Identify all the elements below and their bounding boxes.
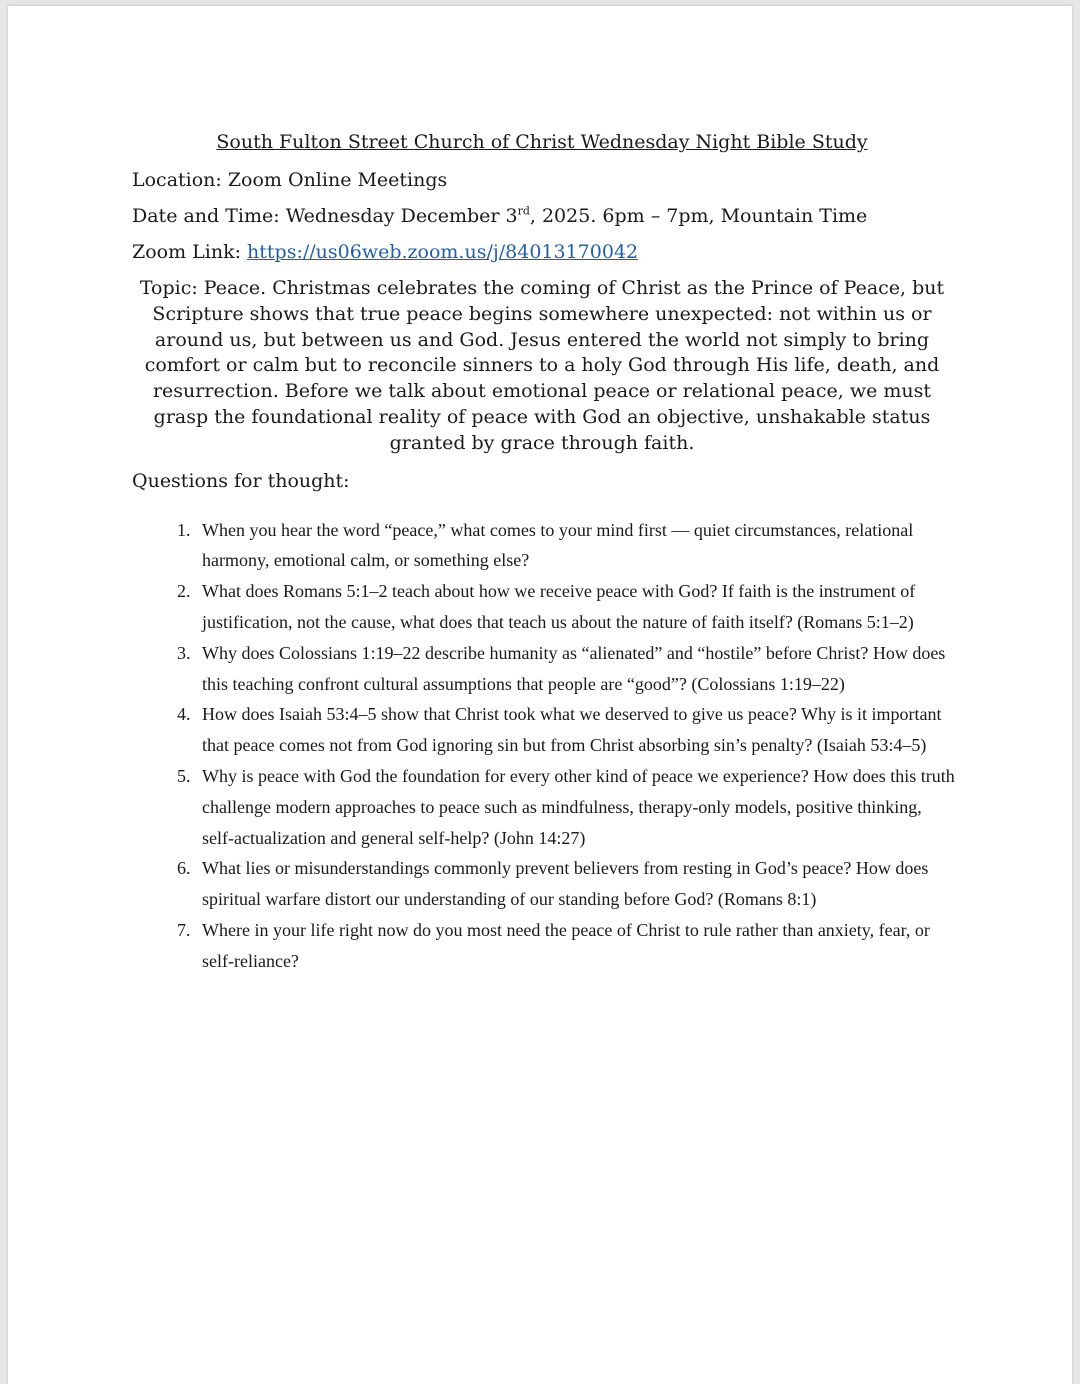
question-item: 2. What does Romans 5:1–2 teach about how we receive peace with God? If faith is the instrument of justification, not the cause, what does that teach us about the nature of faith itself? (Romans 5:1–2) (195, 576, 955, 638)
document-page (8, 6, 1072, 1384)
questions-list (132, 515, 955, 977)
question-item: 6. What lies or misunderstandings commonly prevent believers from resting in God’s peace? How does spiritual warfare distort our understanding of our standing before God? (Romans 8:1) (195, 853, 955, 915)
date-time-suffix: , 2025. 6pm – 7pm, Mountain Time (529, 205, 868, 227)
location-line: Location: Zoom Online Meetings (132, 169, 448, 191)
document-title: South Fulton Street Church of Christ Wednesday Night Bible Study (216, 131, 868, 153)
topic-paragraph: Topic: Peace. Christmas celebrates the coming of Christ as the Prince of Peace, but Scripture shows that true peace begins somewhere unexpected: not within us or around us, but between us and God. Jesus entered the world not simply to bring comfort or calm but to reconcile sinners to a holy God through His life, death, and resurrection. Before we talk about emotional peace or relational peace, we must grasp the foundational reality of peace with God an objective, unshakable status granted by grace through faith. (139, 277, 945, 454)
question-item: 1. When you hear the word “peace,” what comes to your mind first — quiet circumstances, relational harmony, emotional calm, or something else? (195, 515, 955, 577)
question-item: 5. Why is peace with God the foundation for every other kind of peace we experience? How does this truth challenge modern approaches to peace such as mindfulness, therapy-only models, positive thinking, self-actualization and general self-help? (John 14:27) (195, 761, 955, 853)
zoom-link[interactable]: https://us06web.zoom.us/j/84013170042 (247, 241, 639, 263)
zoom-link-line (132, 240, 952, 264)
zoom-link-label: Zoom Link: (132, 241, 248, 263)
question-item: 3. Why does Colossians 1:19–22 describe humanity as “alienated” and “hostile” before Christ? How does this teaching confront cultural assumptions that people are “good”? (Colossians 1:19–22) (195, 638, 955, 700)
question-item: 4. How does Isaiah 53:4–5 show that Christ took what we deserved to give us peace? Why is it important that peace comes not from God ignoring sin but from Christ absorbing sin’s penalty? (Isaiah 53:4–5) (195, 699, 955, 761)
questions-heading: Questions for thought: (132, 469, 350, 492)
date-ordinal-suffix: rd (517, 204, 530, 218)
document-content (132, 130, 955, 977)
date-time-prefix: Date and Time: Wednesday December 3 (132, 205, 518, 227)
question-item: 7. Where in your life right now do you most need the peace of Christ to rule rather than anxiety, fear, or self-reliance? (195, 915, 955, 977)
date-time-line (132, 204, 952, 228)
